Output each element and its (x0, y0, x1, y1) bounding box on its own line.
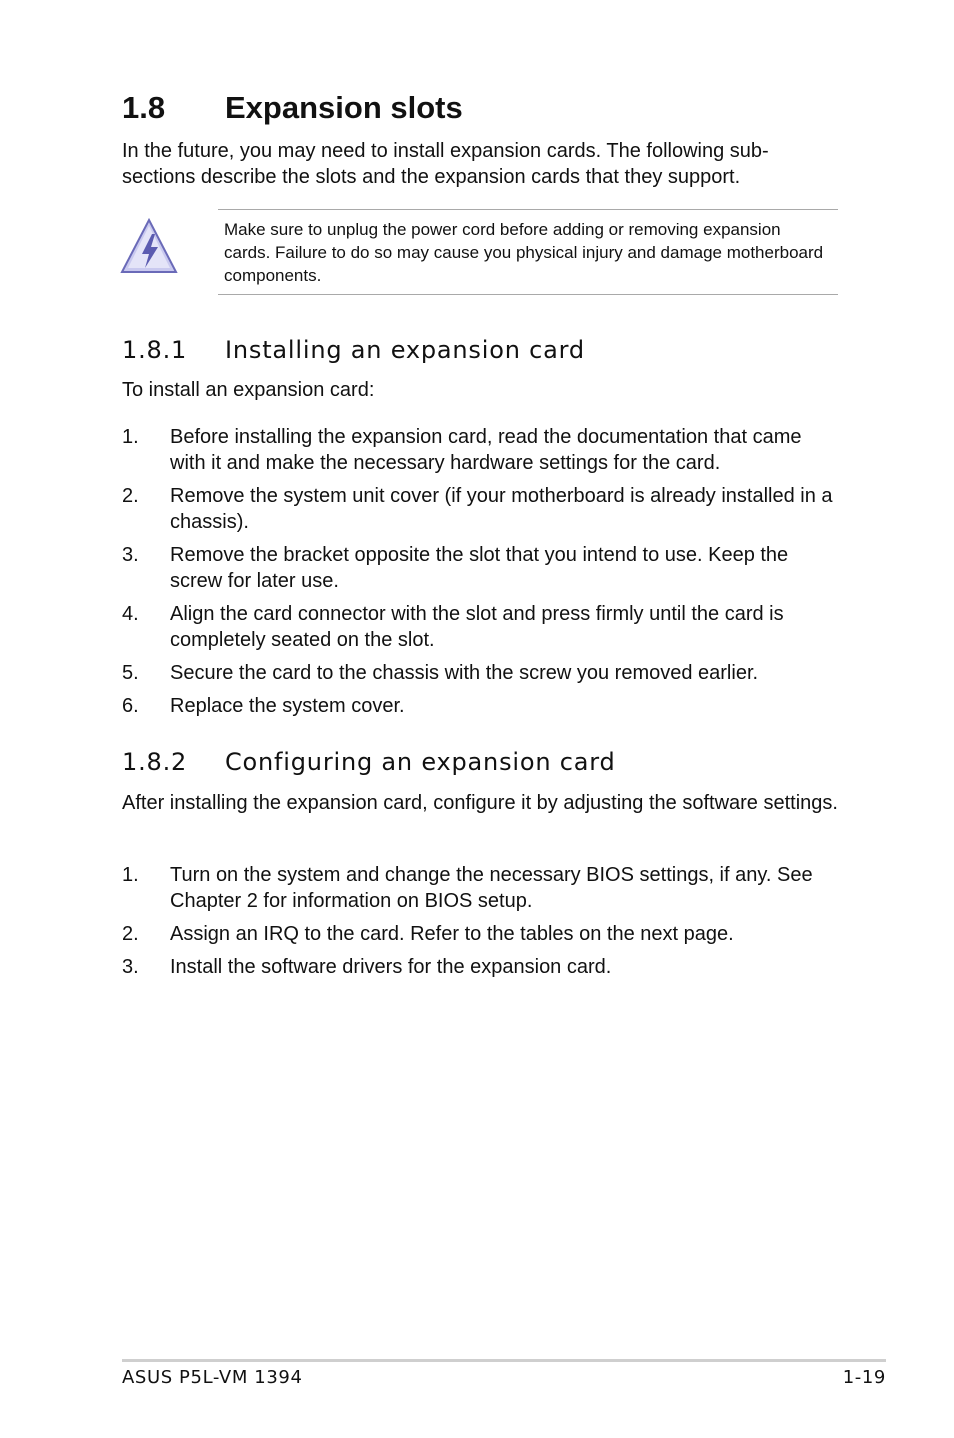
install-lead: To install an expansion card: (122, 379, 375, 401)
step-text: Secure the card to the chassis with the screw you removed earlier. (170, 662, 759, 684)
step-number: 3. (122, 956, 139, 978)
section-number: 1.8 (122, 90, 166, 125)
step-number: 1. (122, 426, 139, 448)
list-item (122, 542, 842, 594)
footer-divider (122, 1359, 886, 1362)
subsection-heading-configuring (122, 746, 616, 778)
caution-text: Make sure to unplug the power cord before adding or removing expansion cards. Failure to do so may cause you physical injury and damage motherboard components. (224, 220, 824, 285)
page-number: 1-19 (842, 1367, 886, 1388)
step-number: 3. (122, 544, 139, 566)
step-number: 4. (122, 603, 139, 625)
list-item (122, 693, 842, 719)
warning-lightning-icon (118, 216, 180, 278)
footer-product-name: ASUS P5L-VM 1394 (122, 1367, 303, 1388)
list-item (122, 483, 842, 535)
step-number: 2. (122, 485, 139, 507)
subsection-heading-installing (122, 334, 585, 366)
list-item (122, 954, 842, 980)
step-text: Assign an IRQ to the card. Refer to the tables on the next page. (170, 923, 734, 945)
section-heading (122, 86, 463, 130)
configure-lead: After installing the expansion card, configure it by adjusting the software settings. (122, 792, 838, 814)
step-number: 2. (122, 923, 139, 945)
install-steps-list (122, 424, 842, 726)
list-item (122, 424, 842, 476)
step-text: Replace the system cover. (170, 695, 405, 717)
step-text: Align the card connector with the slot and press firmly until the card is completely seated on the slot. (170, 603, 784, 651)
subsection-number: 1.8.1 (122, 336, 188, 364)
section-title: Expansion slots (225, 90, 463, 125)
step-text: Remove the bracket opposite the slot that you intend to use. Keep the screw for later use. (170, 544, 789, 592)
caution-note (218, 209, 838, 295)
step-text: Remove the system unit cover (if your motherboard is already installed in a chassis). (170, 485, 833, 533)
subsection-title: Installing an expansion card (225, 336, 585, 364)
list-item (122, 601, 842, 653)
step-text: Turn on the system and change the necessary BIOS settings, if any. See Chapter 2 for information on BIOS setup. (170, 864, 813, 912)
step-number: 1. (122, 864, 139, 886)
section-intro: In the future, you may need to install expansion cards. The following sub-sections describe the slots and the expansion cards that they support. (122, 140, 769, 188)
subsection-title: Configuring an expansion card (225, 748, 616, 776)
list-item (122, 921, 842, 947)
step-text: Install the software drivers for the expansion card. (170, 956, 612, 978)
subsection-number: 1.8.2 (122, 748, 188, 776)
step-text: Before installing the expansion card, read the documentation that came with it and make the necessary hardware settings for the card. (170, 426, 802, 474)
step-number: 5. (122, 662, 139, 684)
step-number: 6. (122, 695, 139, 717)
list-item (122, 660, 842, 686)
list-item (122, 862, 842, 914)
configure-steps-list (122, 862, 842, 987)
